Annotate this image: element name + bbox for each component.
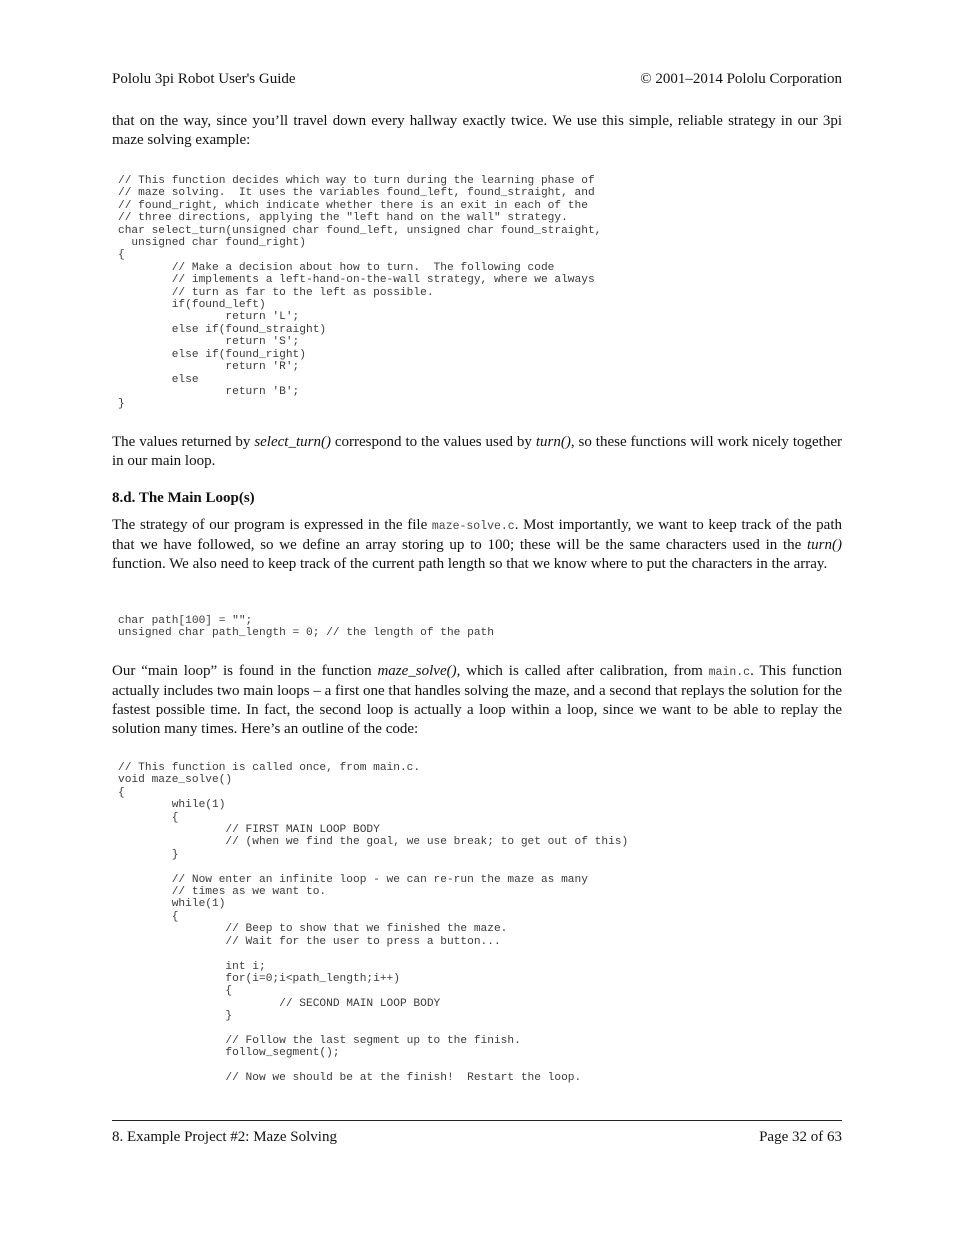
function-name-select-turn: select_turn() [254,434,331,450]
footer-chapter: 8. Example Project #2: Maze Solving [112,1129,337,1145]
text-segment: , which is called after calibration, from [456,663,709,679]
paragraph-main-loop [112,662,842,739]
footer-divider [112,1120,842,1121]
section-heading: 8.d. The Main Loop(s) [112,490,255,506]
text-segment: The strategy of our program is expressed in the file [112,517,432,533]
text-segment: function. We also need to keep track of the current path length so that we know where to put the characters in the array. [112,556,828,572]
header-copyright: © 2001–2014 Pololu Corporation [640,71,842,87]
function-name-maze-solve: maze_solve() [377,663,457,679]
text-segment: The values returned by [112,434,255,450]
function-name-turn: turn() [807,537,842,553]
text-segment: , so these functions will work nicely together in our main loop. [112,434,842,469]
paragraph-return-values [112,433,842,471]
page-footer [112,1127,842,1147]
text-segment: . Most importantly, we want to keep track of the path that we have followed, so we define an array storing up to 100; these will be the same characters used in the [112,517,842,553]
text-segment: Our “main loop” is found in the function [112,663,378,679]
code-select-turn: // This function decides which way to turn during the learning phase of // maze solving. It uses the variables found_left, found_straight, and // found_right, which indicate whether there is an exit in each of the // three directions, applying the "left hand on the wall" strategy. char select_turn(unsigned char found_left, unsigned char found_straight, unsigned char found_right) { // Make a decision about how to turn. The following code // implements a left-hand-on-the-wall strategy, where we always // turn as far to the left as possible. if(found_left) return 'L'; else if(found_straight) return 'S'; else if(found_right) return 'R'; else return 'B'; } [118,175,602,411]
footer-page-number: Page 32 of 63 [759,1129,842,1145]
text-segment: . This function actually includes two main loops – a first one that handles solving the maze, and a second that replays the solution for the fastest possible time. In fact, the second loop is actually a loop within a loop, since we want to be able to replay the solution many times. Here’s an outline of the code: [112,663,842,737]
intro-paragraph: that on the way, since you’ll travel down every hallway exactly twice. We use this simple, reliable strategy in our 3pi maze solving example: [112,113,842,148]
function-name-turn: turn() [535,434,571,450]
paragraph-strategy [112,516,842,574]
code-maze-solve: // This function is called once, from main.c. void maze_solve() { while(1) { // FIRST MAIN LOOP BODY // (when we find the goal, we use break; to get out of this) } // Now enter an infinite loop - we can re-run the maze as many // times as we want to. while(1) { // Beep to show that we finished the maze. // Wait for the user to press a button... int i; for(i=0;i<path_length;i++) { // SECOND MAIN LOOP BODY } // Follow the last segment up to the finish. follow_segment(); // Now we should be at the finish! Restart the loop. [118,762,629,1085]
text-segment: correspond to the values used by [330,434,536,450]
page-header [112,69,842,89]
inline-filename-maze-solve: maze-solve.c [431,520,515,533]
header-document-title: Pololu 3pi Robot User's Guide [112,71,296,87]
code-path-declaration: char path[100] = ""; unsigned char path_length = 0; // the length of the path [118,615,494,640]
inline-filename-main: main.c [708,666,751,679]
